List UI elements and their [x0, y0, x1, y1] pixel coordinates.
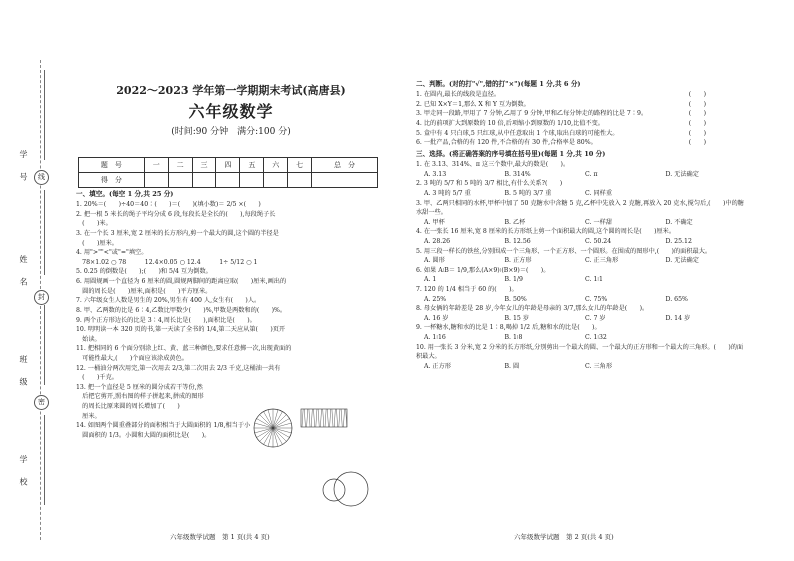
binding-knot-xian: 线	[34, 170, 49, 185]
fill-question-line: ( )千克。	[76, 374, 118, 382]
fill-question-line: 可能性最大,( )个面应该涂成黄色。	[76, 354, 188, 362]
judge-answer-blank[interactable]: ( )	[688, 110, 706, 118]
choice-option[interactable]	[666, 362, 747, 372]
score-header-cell: 六	[264, 158, 288, 173]
choice-question-text: 8. 母女俩的年龄差是 28 岁,今年女儿的年龄是母亲的 3/7,那么女儿的年龄是( )。	[416, 305, 649, 313]
fill-question-line: ( )厘米。	[76, 239, 118, 247]
school-label: 学 校	[19, 455, 28, 492]
binding-knot-feng: 封	[34, 290, 49, 305]
judge-questions	[416, 90, 746, 148]
choice-option[interactable]: C. 三角形	[585, 362, 613, 370]
class-field[interactable]	[44, 305, 45, 385]
fill-question-line: 3. 在一个长 3 厘米,宽 2 厘米的长方形内,剪一个最大的圆,这个圆的半径是	[76, 230, 279, 238]
score-cell[interactable]	[264, 173, 288, 188]
choice-option[interactable]: C. 1∶1	[585, 276, 603, 284]
score-header-cell: 题 号	[79, 158, 145, 173]
choice-question-text: 7. 120 的 1/4 相当于 60 的( )。	[416, 286, 518, 294]
choice-option[interactable]	[666, 275, 747, 285]
school-field[interactable]	[44, 415, 45, 505]
choice-option[interactable]: C. π	[585, 170, 598, 178]
fill-question-line: 7. 六年级女生人数是男生的 20%,男生有 400 人,女生有( )人。	[76, 297, 261, 305]
choice-options	[416, 218, 746, 228]
rearranged-shape-figure	[300, 407, 348, 429]
judge-question-text: 2. 已知 X×Y＝1,那么 X 和 Y 互为倒数。	[416, 100, 530, 108]
score-header-cell: 五	[240, 158, 264, 173]
page-footer-right: 六年级数学试题 第 2 页(共 4 页)	[514, 533, 614, 541]
judge-item	[416, 100, 746, 110]
choice-option[interactable]: A. 1∶16	[424, 334, 446, 342]
name-label: 姓 名	[19, 255, 28, 292]
score-cell[interactable]	[192, 173, 216, 188]
choice-option[interactable]: A. 3.13	[424, 170, 447, 178]
choice-option[interactable]: C. 一样甜	[585, 218, 613, 226]
choice-options	[416, 170, 746, 180]
choice-option[interactable]: B. 1/9	[504, 276, 523, 284]
section-choice-title: 三、选择。(将正确答案的序号填在括号里)(每题 1 分,共 10 分)	[416, 149, 606, 158]
choice-question-text: 4. 在一张长 16 厘米,宽 8 厘米的长方形纸上剪一个面积最大的圆,这个圆的周长是( )厘米。	[416, 228, 676, 236]
fill-question-line: 圆面积的 1/3。小圆和大圆的面积比是( )。	[76, 431, 211, 439]
score-cell[interactable]	[240, 173, 264, 188]
page-footer-left: 六年级数学试题 第 1 页(共 4 页)	[170, 533, 270, 541]
subject-title: 六年级数学	[188, 102, 274, 121]
choice-option[interactable]: A. 16 岁	[424, 314, 449, 322]
binding-knot-mi: 密	[34, 395, 49, 410]
judge-item	[416, 109, 746, 119]
choice-option[interactable]: D. 不确定	[665, 218, 693, 226]
choice-option[interactable]: C. 1∶32	[585, 334, 607, 342]
fill-question-line: 13. 把一个直径是 5 厘米的圆分成若干等份,然	[76, 383, 203, 391]
score-cell[interactable]	[144, 173, 168, 188]
choice-question-text: 1. 在 3.13、314%、π 这三个数中,最大的数是( )。	[416, 161, 570, 169]
judge-answer-blank[interactable]: ( )	[688, 139, 706, 147]
student-id-field[interactable]	[44, 70, 45, 160]
choice-options	[416, 362, 746, 372]
choice-option[interactable]: D. 65%	[665, 295, 688, 303]
choice-option[interactable]: B. 15 岁	[504, 314, 530, 322]
choice-option[interactable]: D. 无法确定	[665, 170, 699, 178]
fill-question-line: 后把它剪开,照右图的样子拼起来,拼成的图形	[76, 393, 204, 401]
fill-question-line: 厘米。	[76, 412, 101, 420]
score-cell[interactable]	[288, 173, 312, 188]
choice-option[interactable]: B. 正方形	[504, 257, 532, 265]
overlapping-circles-figure	[318, 470, 370, 508]
fill-question-line: ( )米。	[76, 220, 112, 228]
judge-question-text: 5. 盒中有 4 只白球,5 只红球,从中任意取出 1 个球,取出白球的可能性大。	[416, 129, 619, 137]
choice-question-text: 6. 如果 A∶B＝ 1/9,那么(A×9)∶(B×9)＝( )。	[416, 266, 550, 274]
choice-option[interactable]: B. 1∶8	[504, 334, 523, 342]
judge-answer-blank[interactable]: ( )	[688, 120, 706, 128]
choice-options	[416, 256, 746, 266]
time-info: (时间:90 分钟 满分:100 分)	[171, 127, 291, 137]
choice-options	[416, 333, 746, 343]
choice-option[interactable]: A. 正方形	[424, 362, 451, 370]
choice-option[interactable]: B. 圆	[504, 362, 520, 370]
left-column	[76, 188, 386, 440]
judge-item	[416, 119, 746, 129]
judge-question-text: 6. 一批产品,合格的有 120 件,不合格的有 30 件,合格率是 80%。	[416, 139, 597, 147]
fill-question-line: 14. 如图两个圆重叠部分的面积相当于大圆面积的 1/8,相当于小	[76, 422, 251, 430]
choice-options	[416, 295, 746, 305]
score-header-cell: 七	[288, 158, 312, 173]
divided-circle-figure	[252, 407, 294, 449]
exam-title: 2022～2023 学年第一学期期末考试(高唐县)	[116, 84, 346, 97]
fill-question-line: 78×1.02 ○ 78 12.4×0.05 ○ 12.4 1÷ 5/12 ○ 1	[76, 258, 258, 266]
score-cell[interactable]	[312, 173, 378, 188]
score-cell[interactable]	[168, 173, 192, 188]
choice-option[interactable]: C. 50.24	[585, 237, 612, 245]
fill-question-line: 始读。	[76, 335, 101, 343]
choice-question-text: 2. 3 吨的 5/7 和 5 吨的 3/7 相比,有什么关系?( )	[416, 180, 563, 188]
judge-question-text: 4. 比的前项扩大到原数的 10 倍,后项缩小到原数的 1/10,比值不变。	[416, 120, 604, 128]
choice-options	[416, 314, 746, 324]
fill-questions	[76, 200, 386, 440]
choice-option[interactable]: C. 正三角形	[585, 257, 619, 265]
binding-margin	[0, 0, 70, 561]
fill-question-line: 1. 20%＝( )÷40＝40∶( )＝( )(填小数)＝ 2/5 ×( )	[76, 201, 261, 209]
fill-question-line: 6. 用圆规画一个直径为 6 厘米的圆,圆规两脚间的距离应取( )厘米,画出的	[76, 278, 287, 286]
fill-question-line: 2. 把一根 5 米长的绳子平均分成 6 段,每段长是全长的( ),每段绳子长	[76, 210, 276, 218]
fill-question-line: 9. 两个正方形边长的比是 3∶4,周长比是( ),面积比是( )。	[76, 316, 256, 324]
choice-question-text: 10. 用一张长 3 分米,宽 2 分米的长方形纸,分别剪出一个最大的圆、一个最大的正方形和一个最大的三角形。( )的面积最大。	[416, 343, 744, 361]
choice-options	[416, 189, 746, 199]
judge-question-text: 3. 甲走同一段路,甲用了 7 分钟,乙用了 9 分钟,甲和乙每分钟走的路程的比是 7∶9。	[416, 110, 648, 118]
class-label: 班 级	[19, 355, 28, 392]
score-header-cell: 总 分	[312, 158, 378, 173]
score-header-cell: 一	[144, 158, 168, 173]
fill-question-line: 12. 一桶油分两次用完,第一次用去 2/3,第二次用去 2/3 千克,这桶油一共有	[76, 364, 281, 372]
choice-option[interactable]: B. 314%	[504, 170, 531, 178]
choice-option[interactable]: B. 5 吨的 3/7 重	[504, 189, 552, 197]
section-fill-title: 一、填空。(每空 1 分,共 25 分)	[76, 190, 174, 198]
fill-question-line: 圆的周长是( )厘米,面积是( )平方厘米。	[76, 287, 212, 295]
score-row-label: 得 分	[79, 173, 145, 188]
choice-option[interactable]: B. 12.56	[504, 237, 531, 245]
name-field[interactable]	[44, 190, 45, 275]
right-column	[416, 78, 746, 372]
choice-questions	[416, 160, 746, 371]
choice-question-text: 5. 用三段一样长的铁丝,分别围成一个三角形、一个正方形、一个圆形。在围成的图形中,( )的面积最大。	[416, 247, 712, 255]
choice-option[interactable]: B. 乙杯	[504, 218, 526, 226]
fill-question-line: 10. 明明读一本 320 页的书,第一天读了全书的 1/4,第二天应从第( )页开	[76, 326, 286, 334]
judge-answer-blank[interactable]: ( )	[688, 129, 706, 137]
choice-option[interactable]: A. 1	[424, 276, 437, 284]
judge-question-text: 1. 在圆内,最长的线段是直径。	[416, 91, 501, 99]
choice-option[interactable]: C. 7 岁	[585, 314, 606, 322]
judge-answer-blank[interactable]: ( )	[688, 100, 706, 108]
fill-question-line: 11. 把相同的 6 个面分别涂上红、黄、蓝三种颜色,要求任意掷一次,出现黄面的	[76, 345, 292, 353]
choice-option[interactable]: D. 无法确定	[665, 257, 699, 265]
choice-option[interactable]	[666, 333, 747, 343]
choice-options	[416, 275, 746, 285]
section-judge-title: 二、判断。(对的打"√",错的打"×")(每题 1 分,共 6 分)	[416, 80, 581, 88]
choice-option[interactable]: A. 28.26	[424, 237, 451, 245]
fill-question-line: 5. 0.25 的倒数是( );( )和 5/4 互为倒数。	[76, 268, 212, 276]
student-id-label: 学 号	[19, 150, 28, 187]
score-header-row	[79, 158, 378, 173]
score-header-cell: 四	[216, 158, 240, 173]
choice-option[interactable]: A. 圆形	[424, 257, 445, 265]
choice-option[interactable]: B. 50%	[504, 295, 527, 303]
fill-question-line: 4. 用">""<"或"="填空。	[76, 249, 148, 257]
choice-options	[416, 237, 746, 247]
score-table	[78, 157, 378, 188]
score-header-cell: 三	[192, 158, 216, 173]
fill-question-line: 8. 甲、乙两数的比是 6∶4,乙数比甲数少( )%,甲数是两数和的( )%。	[76, 306, 287, 314]
choice-option[interactable]: A. 甲杯	[424, 218, 445, 226]
judge-answer-blank[interactable]: ( )	[688, 91, 706, 99]
score-cell[interactable]	[216, 173, 240, 188]
score-header-cell: 二	[168, 158, 192, 173]
choice-option[interactable]: A. 25%	[424, 295, 447, 303]
fill-question-line: 的周长比原来圆的周长增加了( )	[76, 403, 180, 411]
score-value-row	[79, 173, 378, 188]
judge-item	[416, 129, 746, 139]
choice-option[interactable]: D. 25.12	[665, 237, 692, 245]
choice-option[interactable]: C. 同样重	[585, 189, 613, 197]
choice-option[interactable]: D. 14 岁	[665, 314, 691, 322]
choice-question-text: 3. 甲、乙两只相同的水杯,甲杯中加了 50 克糖水中含糖 5 克,乙杯中先放入 2 克糖,再放入 20 克水,搅匀后,( )中的糖水甜一些。	[416, 199, 744, 217]
choice-option[interactable]: A. 3 吨的 5/7 重	[424, 189, 471, 197]
judge-item	[416, 90, 746, 100]
choice-option[interactable]: C. 75%	[585, 295, 608, 303]
choice-question-text: 9. 一杯糖水,糖和水的比是 1∶8,喝掉 1/2 后,糖和水的比是( )。	[416, 324, 601, 332]
choice-option[interactable]	[666, 189, 747, 199]
judge-item	[416, 138, 746, 148]
